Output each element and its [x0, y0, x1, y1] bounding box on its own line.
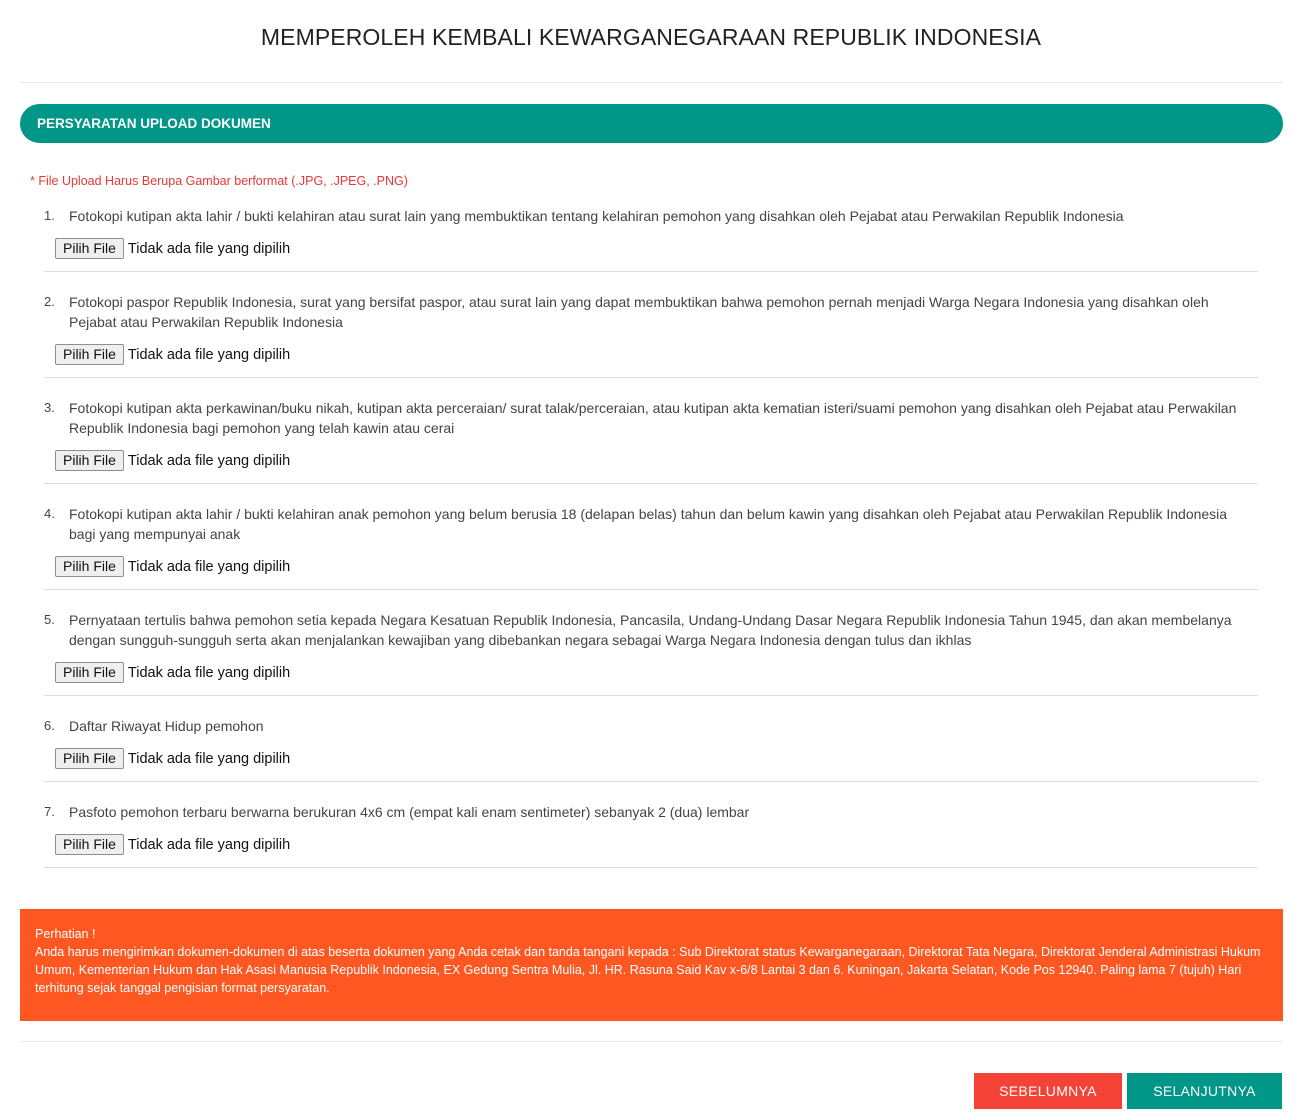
- choose-file-button[interactable]: Pilih File: [55, 450, 124, 471]
- choose-file-button[interactable]: Pilih File: [55, 834, 124, 855]
- file-status: Tidak ada file yang dipilih: [127, 750, 291, 767]
- file-status: Tidak ada file yang dipilih: [127, 240, 291, 257]
- choose-file-button[interactable]: Pilih File: [55, 344, 124, 365]
- file-input[interactable]: [55, 662, 1258, 683]
- next-button[interactable]: SELANJUTNYA: [1127, 1073, 1282, 1109]
- warning-title: Perhatian !: [35, 927, 96, 941]
- document-item: [44, 602, 1258, 696]
- document-description: Pasfoto pemohon terbaru berwarna berukuran 4x6 cm (empat kali enam sentimeter) sebanyak 2 (dua) lembar: [69, 804, 750, 820]
- choose-file-button[interactable]: Pilih File: [55, 748, 124, 769]
- file-input[interactable]: [55, 556, 1258, 577]
- choose-file-button[interactable]: Pilih File: [55, 662, 124, 683]
- document-number: 6.: [44, 718, 55, 733]
- document-number: 2.: [44, 294, 55, 309]
- document-description: Fotokopi kutipan akta lahir / bukti kelahiran anak pemohon yang belum berusia 18 (delapan belas) tahun dan belum kawin yang disahkan oleh Pejabat atau Perwakilan Republik Indonesia bagi yang mempunyai anak: [69, 506, 1228, 542]
- document-list: [44, 198, 1258, 880]
- upload-format-note: * File Upload Harus Berupa Gambar berformat (.JPG, .JPEG, .PNG): [30, 174, 408, 188]
- warning-alert: [20, 909, 1283, 1021]
- file-input[interactable]: [55, 834, 1258, 855]
- choose-file-button[interactable]: Pilih File: [55, 556, 124, 577]
- file-status: Tidak ada file yang dipilih: [127, 346, 291, 363]
- document-number: 3.: [44, 400, 55, 415]
- document-description: Fotokopi kutipan akta perkawinan/buku nikah, kutipan akta perceraian/ surat talak/perceraian, atau kutipan akta kematian isteri/suami pemohon yang disahkan oleh Pejabat atau Perwakilan Republik Indonesia bagi pemohon yang telah kawin atau cerai: [69, 400, 1237, 436]
- document-item: [44, 390, 1258, 484]
- file-input[interactable]: [55, 238, 1258, 259]
- choose-file-button[interactable]: Pilih File: [55, 238, 124, 259]
- document-item: [44, 708, 1258, 782]
- document-item: [44, 794, 1258, 868]
- page-title: MEMPEROLEH KEMBALI KEWARGANEGARAAN REPUBLIK INDONESIA: [260, 24, 1042, 50]
- document-number: 1.: [44, 208, 55, 223]
- file-status: Tidak ada file yang dipilih: [127, 664, 291, 681]
- file-input[interactable]: [55, 450, 1258, 471]
- document-description: Pernyataan tertulis bahwa pemohon setia kepada Negara Kesatuan Republik Indonesia, Pancasila, Undang-Undang Dasar Negara Republik Indonesia Tahun 1945, dan akan membelanya dengan sungguh-sungguh serta akan menjalankan kewajiban yang dibebankan negara sebagai Warga Negara Indonesia dengan tulus dan ikhlas: [69, 612, 1232, 648]
- title-divider: [20, 82, 1283, 83]
- document-number: 7.: [44, 804, 55, 819]
- file-status: Tidak ada file yang dipilih: [127, 558, 291, 575]
- bottom-divider: [20, 1041, 1283, 1042]
- document-description: Fotokopi paspor Republik Indonesia, surat yang bersifat paspor, atau surat lain yang dapat membuktikan bahwa pemohon pernah menjadi Warga Negara Indonesia yang disahkan oleh Pejabat atau Perwakilan Republik Indonesia: [69, 294, 1209, 330]
- warning-message: Anda harus mengirimkan dokumen-dokumen di atas beserta dokumen yang Anda cetak dan tanda tangani kepada : Sub Direktorat status Kewarganegaraan, Direktorat Tata Negara, Direktorat Jenderal Administrasi Hukum Umum, Kementerian Hukum dan Hak Asasi Manusia Republik Indonesia, EX Gedung Sentra Mulia, Jl. HR. Rasuna Said Kav x-6/8 Lantai 3 dan 6. Kuningan, Jakarta Selatan, Kode Pos 12940. Paling lama 7 (tujuh) Hari terhitung sejak tanggal pengisian format persyaratan.: [35, 945, 1261, 995]
- document-number: 5.: [44, 612, 55, 627]
- previous-button[interactable]: SEBELUMNYA: [974, 1073, 1122, 1109]
- document-description: Daftar Riwayat Hidup pemohon: [69, 718, 264, 734]
- document-item: [44, 284, 1258, 378]
- section-header: PERSYARATAN UPLOAD DOKUMEN: [20, 104, 1283, 143]
- document-number: 4.: [44, 506, 55, 521]
- file-status: Tidak ada file yang dipilih: [127, 452, 291, 469]
- file-input[interactable]: [55, 344, 1258, 365]
- document-item: [44, 198, 1258, 272]
- document-description: Fotokopi kutipan akta lahir / bukti kelahiran atau surat lain yang membuktikan tentang kelahiran pemohon yang disahkan oleh Pejabat atau Perwakilan Republik Indonesia: [69, 208, 1124, 224]
- file-status: Tidak ada file yang dipilih: [127, 836, 291, 853]
- file-input[interactable]: [55, 748, 1258, 769]
- document-item: [44, 496, 1258, 590]
